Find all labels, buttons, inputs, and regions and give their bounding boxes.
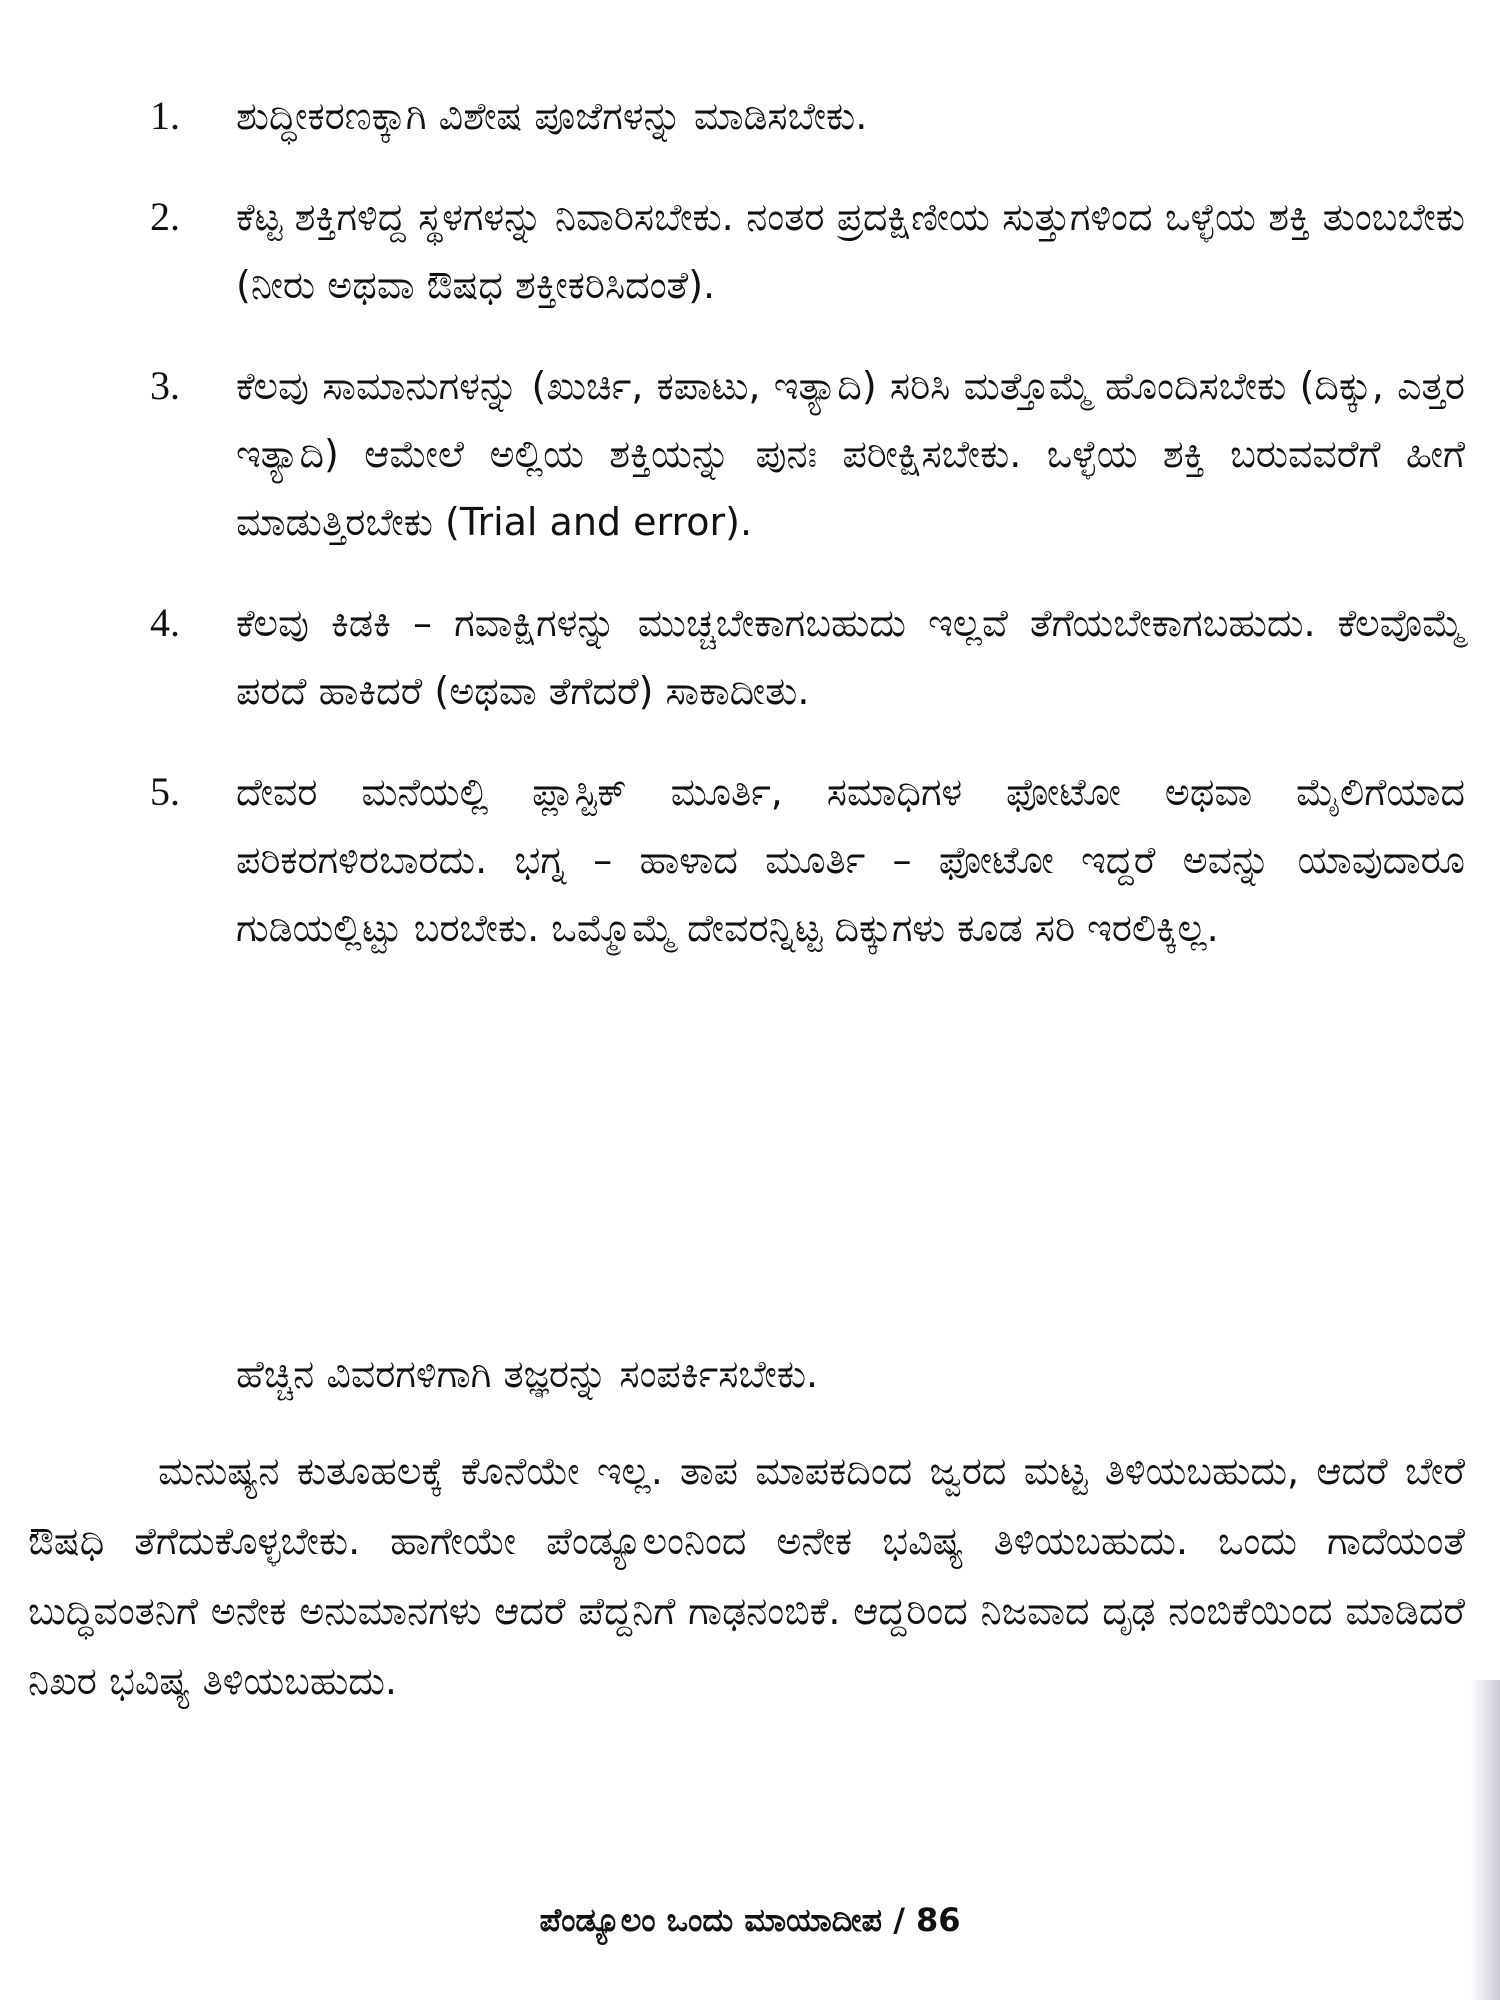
expert-note: ಹೆಚ್ಚಿನ ವಿವರಗಳಿಗಾಗಿ ತಜ್ಞರನ್ನು ಸಂಪರ್ಕಿಸಬೇಕು.: [236, 1352, 819, 1396]
list-item-number: 1.: [150, 93, 180, 138]
numbered-list: [150, 82, 1465, 995]
body-paragraph: ಮನುಷ್ಯನ ಕುತೂಹಲಕ್ಕೆ ಕೊನೆಯೇ ಇಲ್ಲ. ತಾಪ ಮಾಪಕದಿಂದ ಜ್ವರದ ಮಟ್ಟ ತಿಳಿಯಬಹುದು, ಆದರೆ ಬೇರೆ ಔಷಧಿ ತೆಗೆದುಕೊಳ್ಳಬೇಕು. ಹಾಗೇಯೇ ಪೆಂಡ್ಯೂಲಂನಿಂದ ಅನೇಕ ಭವಿಷ್ಯ ತಿಳಿಯಬಹುದು. ಒಂದು ಗಾದೆಯಂತೆ ಬುದ್ಧಿವಂತನಿಗೆ ಅನೇಕ ಅನುಮಾನಗಳು ಆದರೆ ಪೆದ್ದನಿಗೆ ಗಾಢನಂಬಿಕೆ. ಆದ್ದರಿಂದ ನಿಜವಾದ ದೃಢ ನಂಬಿಕೆಯಿಂದ ಮಾಡಿದರೆ ನಿಖರ ಭವಿಷ್ಯ ತಿಳಿಯಬಹುದು.: [28, 1449, 1465, 1703]
list-item: [150, 183, 1465, 319]
list-item-number: 5.: [150, 769, 180, 814]
page-footer: [0, 1895, 1500, 1945]
list-item: [150, 352, 1465, 556]
list-item-text: ಶುದ್ಧೀಕರಣಕ್ಕಾಗಿ ವಿಶೇಷ ಪೂಜೆಗಳನ್ನು ಮಾಡಿಸಬೇಕು.: [236, 94, 868, 138]
footer-page-number: 86: [916, 1901, 961, 1939]
footer-book-title: ಪೆಂಡ್ಯೂಲಂ ಒಂದು ಮಾಯಾದೀಪ: [539, 1901, 883, 1939]
list-item-text: ಕೆಲವು ಕಿಡಕಿ – ಗವಾಕ್ಷಿಗಳನ್ನು ಮುಚ್ಚಬೇಕಾಗಬಹುದು ಇಲ್ಲವೆ ತೆಗೆಯಬೇಕಾಗಬಹುದು. ಕೆಲವೊಮ್ಮೆ ಪರದೆ ಹಾಕಿದರೆ (ಅಥವಾ ತೆಗೆದರೆ) ಸಾಕಾದೀತು.: [236, 601, 1465, 713]
list-item-number: 4.: [150, 600, 180, 645]
list-item: [150, 82, 1465, 150]
footer-separator: /: [893, 1901, 905, 1939]
list-item-number: 2.: [150, 194, 180, 239]
list-item-text: ಕೆಲವು ಸಾಮಾನುಗಳನ್ನು (ಖುರ್ಚಿ, ಕಪಾಟು, ಇತ್ಯಾದಿ) ಸರಿಸಿ ಮತ್ತೊಮ್ಮೆ ಹೊಂದಿಸಬೇಕು (ದಿಕ್ಕು, ಎತ್ತರ ಇತ್ಯಾದಿ) ಆಮೇಲೆ ಅಲ್ಲಿಯ ಶಕ್ತಿಯನ್ನು ಪುನಃ ಪರೀಕ್ಷಿಸಬೇಕು. ಒಳ್ಳೆಯ ಶಕ್ತಿ ಬರುವವರೆಗೆ ಹೀಗೆ ಮಾಡುತ್ತಿರಬೇಕು (Trial and error).: [236, 364, 1465, 544]
page-edge-shadow: [1470, 1680, 1500, 2000]
list-item-text: ದೇವರ ಮನೆಯಲ್ಲಿ ಪ್ಲಾಸ್ಟಿಕ್ ಮೂರ್ತಿ, ಸಮಾಧಿಗಳ ಫೋಟೋ ಅಥವಾ ಮೈಲಿಗೆಯಾದ ಪರಿಕರಗಳಿರಬಾರದು. ಭಗ್ನ – ಹಾಳಾದ ಮೂರ್ತಿ – ಫೋಟೋ ಇದ್ದರೆ ಅವನ್ನು ಯಾವುದಾರೂ ಗುಡಿಯಲ್ಲಿಟ್ಟು ಬರಬೇಕು. ಒಮ್ಮೊಮ್ಮೆ ದೇವರನ್ನಿಟ್ಟ ದಿಕ್ಕುಗಳು ಕೂಡ ಸರಿ ಇರಲಿಕ್ಕಿಲ್ಲ.: [236, 770, 1465, 950]
list-item: [150, 589, 1465, 725]
list-item: [150, 758, 1465, 962]
list-item-number: 3.: [150, 363, 180, 408]
list-item-text: ಕೆಟ್ಟ ಶಕ್ತಿಗಳಿದ್ದ ಸ್ಥಳಗಳನ್ನು ನಿವಾರಿಸಬೇಕು. ನಂತರ ಪ್ರದಕ್ಷಿಣೀಯ ಸುತ್ತುಗಳಿಂದ ಒಳ್ಳೆಯ ಶಕ್ತಿ ತುಂಬಬೇಕು (ನೀರು ಅಥವಾ ಔಷಧ ಶಕ್ತೀಕರಿಸಿದಂತೆ).: [236, 195, 1465, 307]
